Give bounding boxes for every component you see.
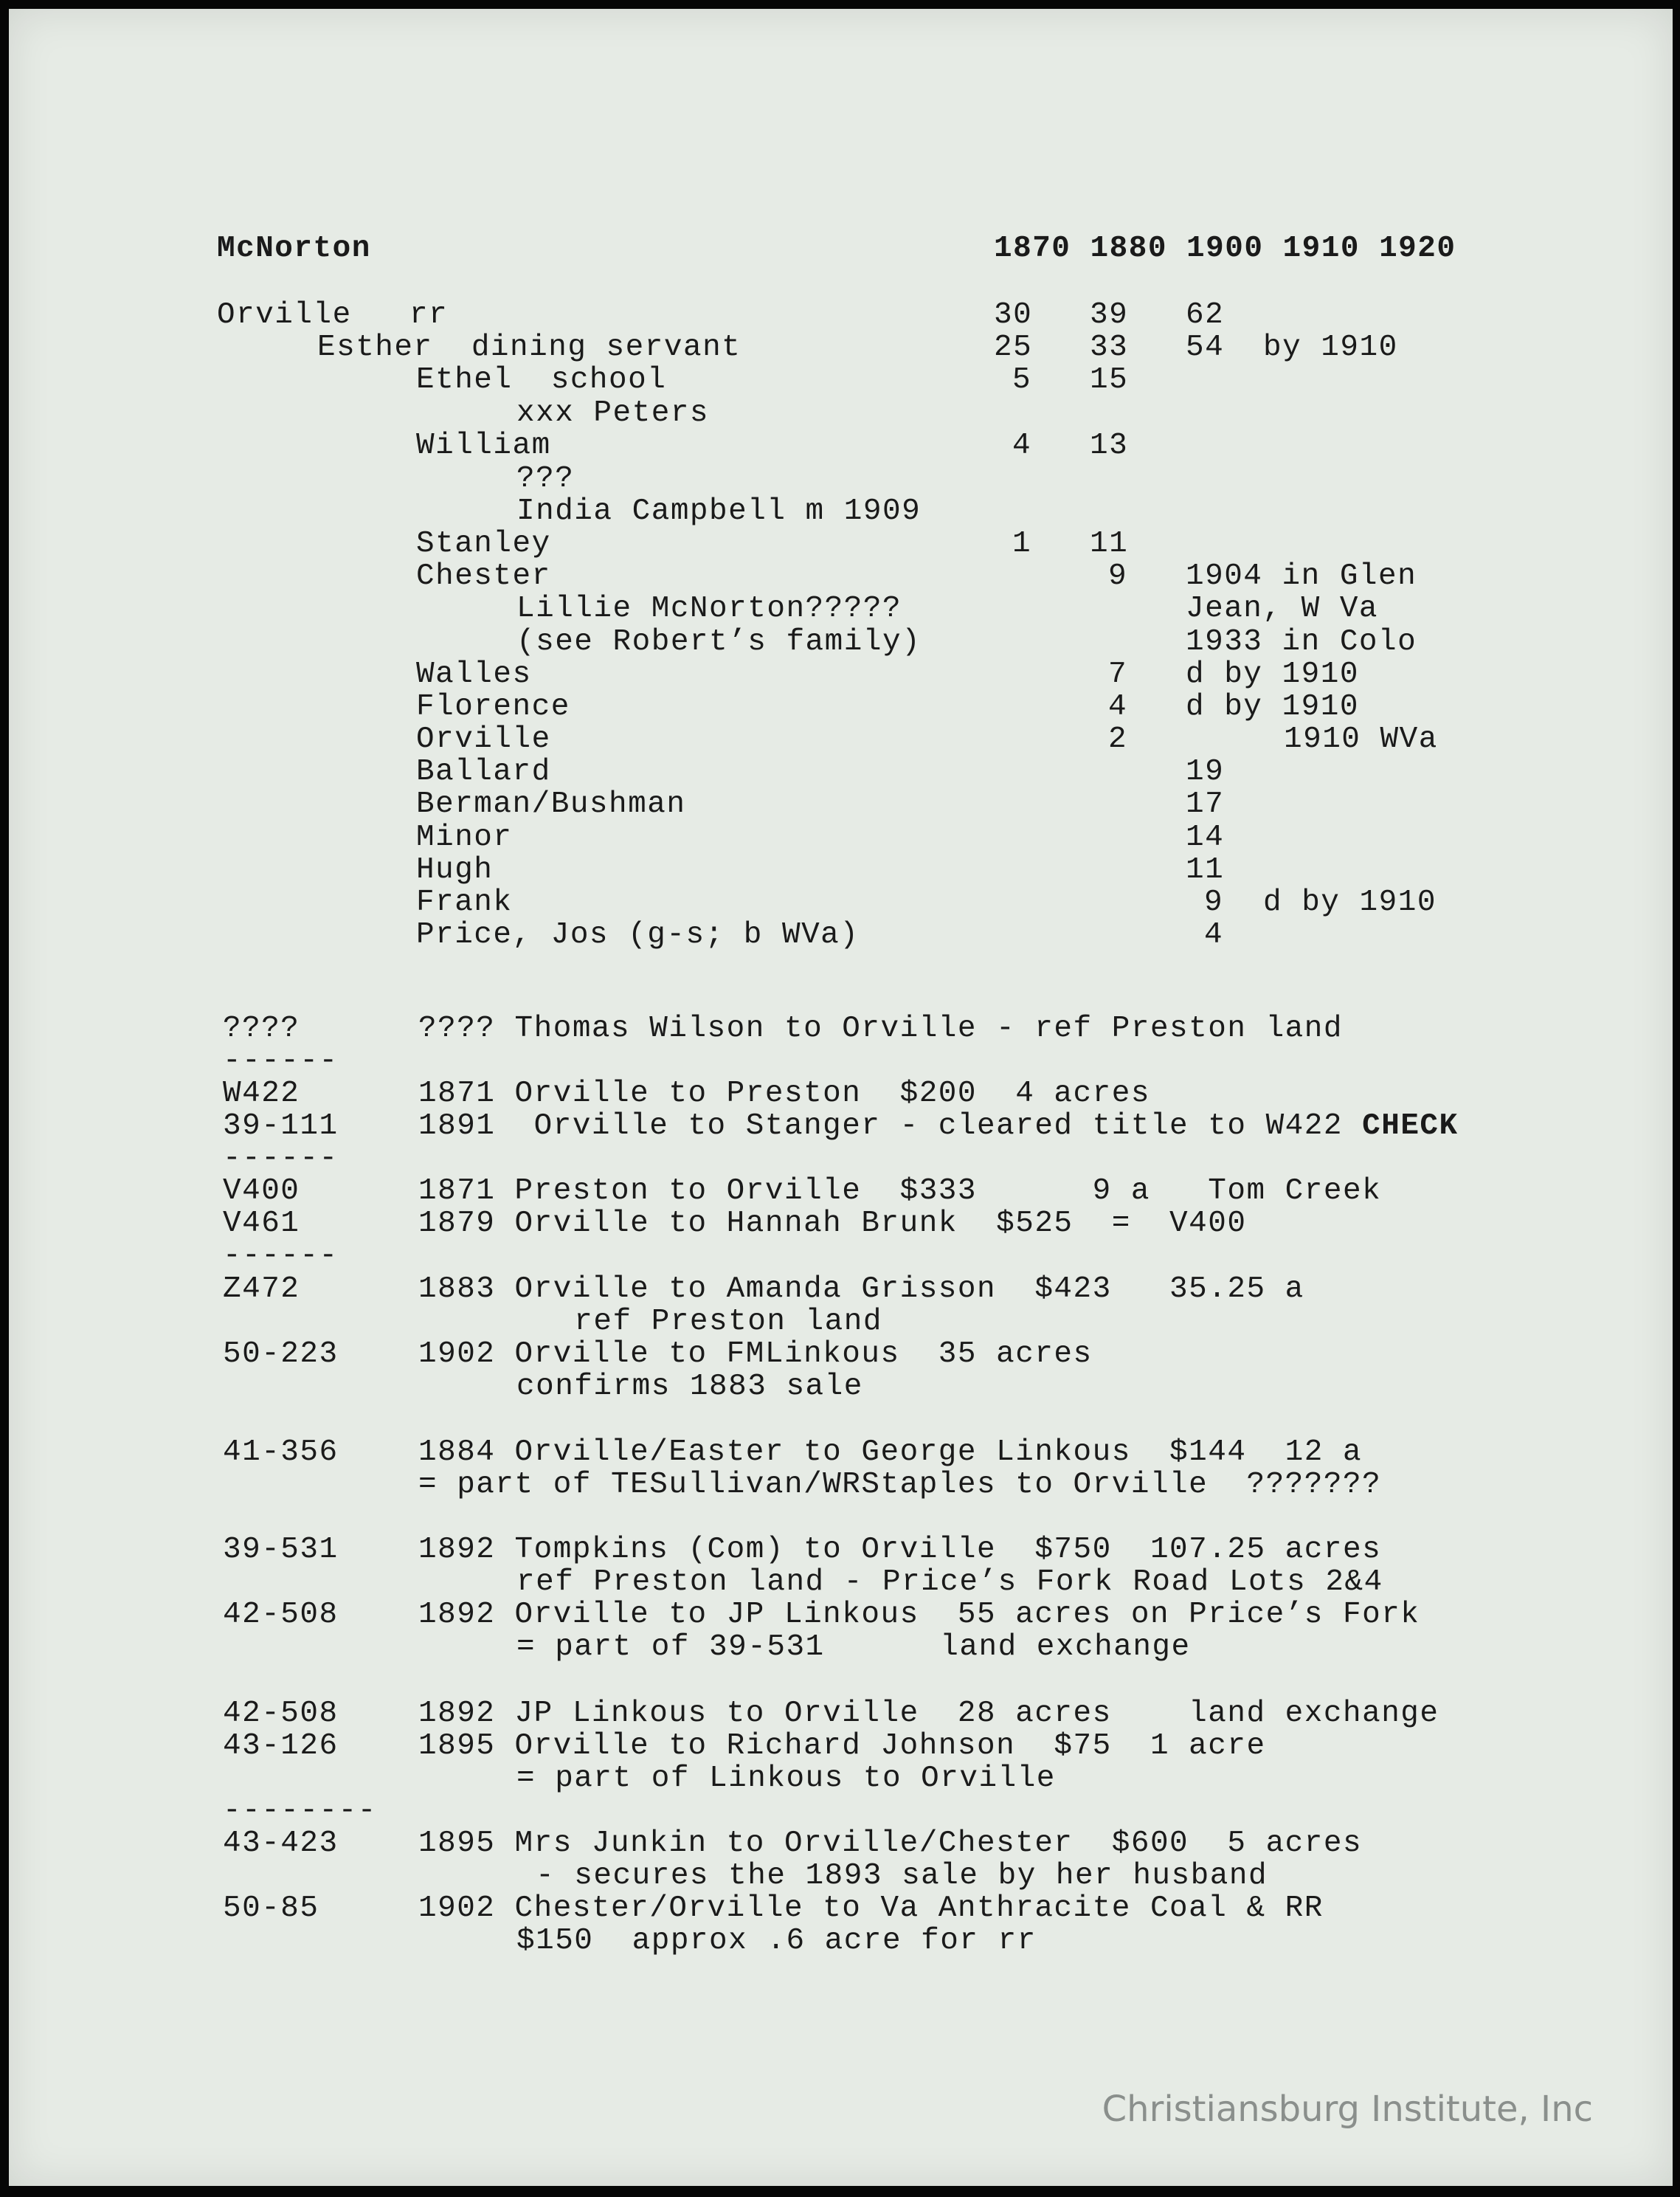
check-flag: CHECK <box>1362 1109 1459 1143</box>
separator: -------- <box>223 1794 377 1828</box>
deed-text: 1871 Preston to Orville $333 9 a Tom Creek <box>418 1174 1382 1208</box>
census-1870: 1 <box>1012 527 1032 561</box>
family-name: Lillie McNorton????? <box>516 592 902 626</box>
deed-ref: 41-356 <box>223 1435 339 1469</box>
census-1900: 14 <box>1186 821 1225 855</box>
deed-text: 1892 Tompkins (Com) to Orville $750 107.25 acres <box>418 1533 1382 1567</box>
deed-note: ref Preston land - Price’s Fork Road Lots 2&4 <box>516 1565 1383 1599</box>
census-1910: by 1910 <box>1263 331 1398 365</box>
census-1900: Jean, W Va <box>1186 592 1379 626</box>
family-name: Chester <box>416 559 551 593</box>
family-name: Berman/Bushman <box>416 787 686 821</box>
census-1870: 4 <box>1012 429 1032 463</box>
family-name: Frank <box>416 886 513 920</box>
family-name: William <box>416 429 551 463</box>
deed-text: 1883 Orville to Amanda Grisson $423 35.25 a <box>418 1272 1304 1306</box>
family-name: Florence <box>416 690 570 724</box>
deed-text: 1892 JP Linkous to Orville 28 acres land exchange <box>418 1697 1439 1731</box>
family-name: (see Robert’s family) <box>516 625 922 659</box>
census-1880: 9 <box>1108 559 1128 593</box>
deed-ref: 42-508 <box>223 1598 339 1632</box>
family-name: Orville <box>416 722 551 756</box>
census-1880: 7 <box>1108 658 1128 691</box>
deed-text: ???? Thomas Wilson to Orville - ref Preston land <box>418 1012 1343 1046</box>
deed-text: 1895 Orville to Richard Johnson $75 1 acre <box>418 1729 1266 1763</box>
deed-text: 1871 Orville to Preston $200 4 acres <box>418 1077 1150 1111</box>
census-years-heading: 1870 1880 1900 1910 1920 <box>994 232 1456 266</box>
deed-ref: W422 <box>223 1077 300 1111</box>
census-1900: 17 <box>1186 787 1225 821</box>
census-1910: 1910 WVa <box>1284 722 1438 756</box>
deed-text <box>418 1111 1459 1142</box>
family-name: Minor <box>416 821 513 855</box>
census-1900: 19 <box>1186 755 1225 789</box>
deed-ref: ???? <box>223 1012 300 1046</box>
deed-text: 1895 Mrs Junkin to Orville/Chester $600 5 acres <box>418 1827 1363 1860</box>
family-name: Hugh <box>416 853 494 887</box>
deed-text: 1902 Chester/Orville to Va Anthracite Coal & RR <box>418 1891 1324 1925</box>
family-name: Walles <box>416 658 532 691</box>
family-name: Price, Jos (g-s; b WVa) <box>416 918 860 952</box>
census-1880: 2 <box>1108 722 1128 756</box>
family-name: India Campbell m 1909 <box>516 494 922 528</box>
census-1900: 9 <box>1204 886 1224 920</box>
census-1900: d by 1910 <box>1186 690 1359 724</box>
family-name: Ethel school <box>416 363 667 397</box>
family-name: Orville rr <box>217 298 449 332</box>
census-1880: 33 <box>1090 331 1129 365</box>
census-1900: 54 <box>1186 331 1225 365</box>
census-1880: 4 <box>1108 690 1128 724</box>
census-1910: d by 1910 <box>1263 886 1437 920</box>
census-1880: 39 <box>1090 298 1129 332</box>
census-1880: 15 <box>1090 363 1129 397</box>
deed-text-plain: 1891 Orville to Stanger - cleared title to W422 <box>418 1109 1363 1143</box>
census-1870: 5 <box>1012 363 1032 397</box>
census-1900: 11 <box>1186 853 1225 887</box>
census-1900: 62 <box>1186 298 1225 332</box>
deed-ref: 43-423 <box>223 1827 339 1860</box>
census-1900: d by 1910 <box>1186 658 1359 691</box>
census-1880: 11 <box>1090 527 1129 561</box>
separator: ------ <box>223 1239 339 1273</box>
deed-ref: 50-85 <box>223 1891 319 1925</box>
surname-heading: McNorton <box>217 232 371 266</box>
watermark: Christiansburg Institute, Inc <box>1102 2089 1593 2130</box>
deed-text: 1884 Orville/Easter to George Linkous $144 12 a <box>418 1435 1363 1469</box>
census-1880: 13 <box>1090 429 1129 463</box>
family-name: Stanley <box>416 527 551 561</box>
deed-note: $150 approx .6 acre for rr <box>516 1924 1037 1958</box>
separator: ------ <box>223 1142 339 1176</box>
census-1900: 1933 in Colo <box>1186 625 1417 659</box>
deed-text: 1902 Orville to FMLinkous 35 acres <box>418 1337 1093 1371</box>
family-name: Esther dining servant <box>317 331 742 365</box>
census-1870: 30 <box>994 298 1033 332</box>
separator: ------ <box>223 1044 339 1078</box>
deed-note: = part of Linkous to Orville <box>516 1762 1056 1796</box>
census-1900: 4 <box>1204 918 1224 952</box>
deed-ref: V461 <box>223 1207 300 1241</box>
deed-note: = part of 39-531 land exchange <box>516 1630 1191 1664</box>
deed-ref: 43-126 <box>223 1729 339 1763</box>
deed-text: 1879 Orville to Hannah Brunk $525 = V400 <box>418 1207 1247 1241</box>
family-name: xxx Peters <box>516 396 710 430</box>
family-name: ??? <box>516 462 575 496</box>
document-page <box>9 9 1673 2186</box>
deed-ref: 39-531 <box>223 1533 339 1567</box>
deed-ref: V400 <box>223 1174 300 1208</box>
deed-ref: Z472 <box>223 1272 300 1306</box>
deed-text: 1892 Orville to JP Linkous 55 acres on Price’s Fork <box>418 1598 1420 1632</box>
deed-ref: 50-223 <box>223 1337 339 1371</box>
census-1900: 1904 in Glen <box>1186 559 1417 593</box>
deed-note: - secures the 1893 sale by her husband <box>516 1859 1268 1893</box>
deed-ref: 39-111 <box>223 1109 339 1143</box>
family-name: Ballard <box>416 755 551 789</box>
deed-ref: 42-508 <box>223 1697 339 1731</box>
deed-note: confirms 1883 sale <box>516 1370 863 1404</box>
census-1870: 25 <box>994 331 1033 365</box>
deed-note: = part of TESullivan/WRStaples to Orville ??????? <box>418 1468 1382 1502</box>
deed-note: ref Preston land <box>516 1305 882 1339</box>
